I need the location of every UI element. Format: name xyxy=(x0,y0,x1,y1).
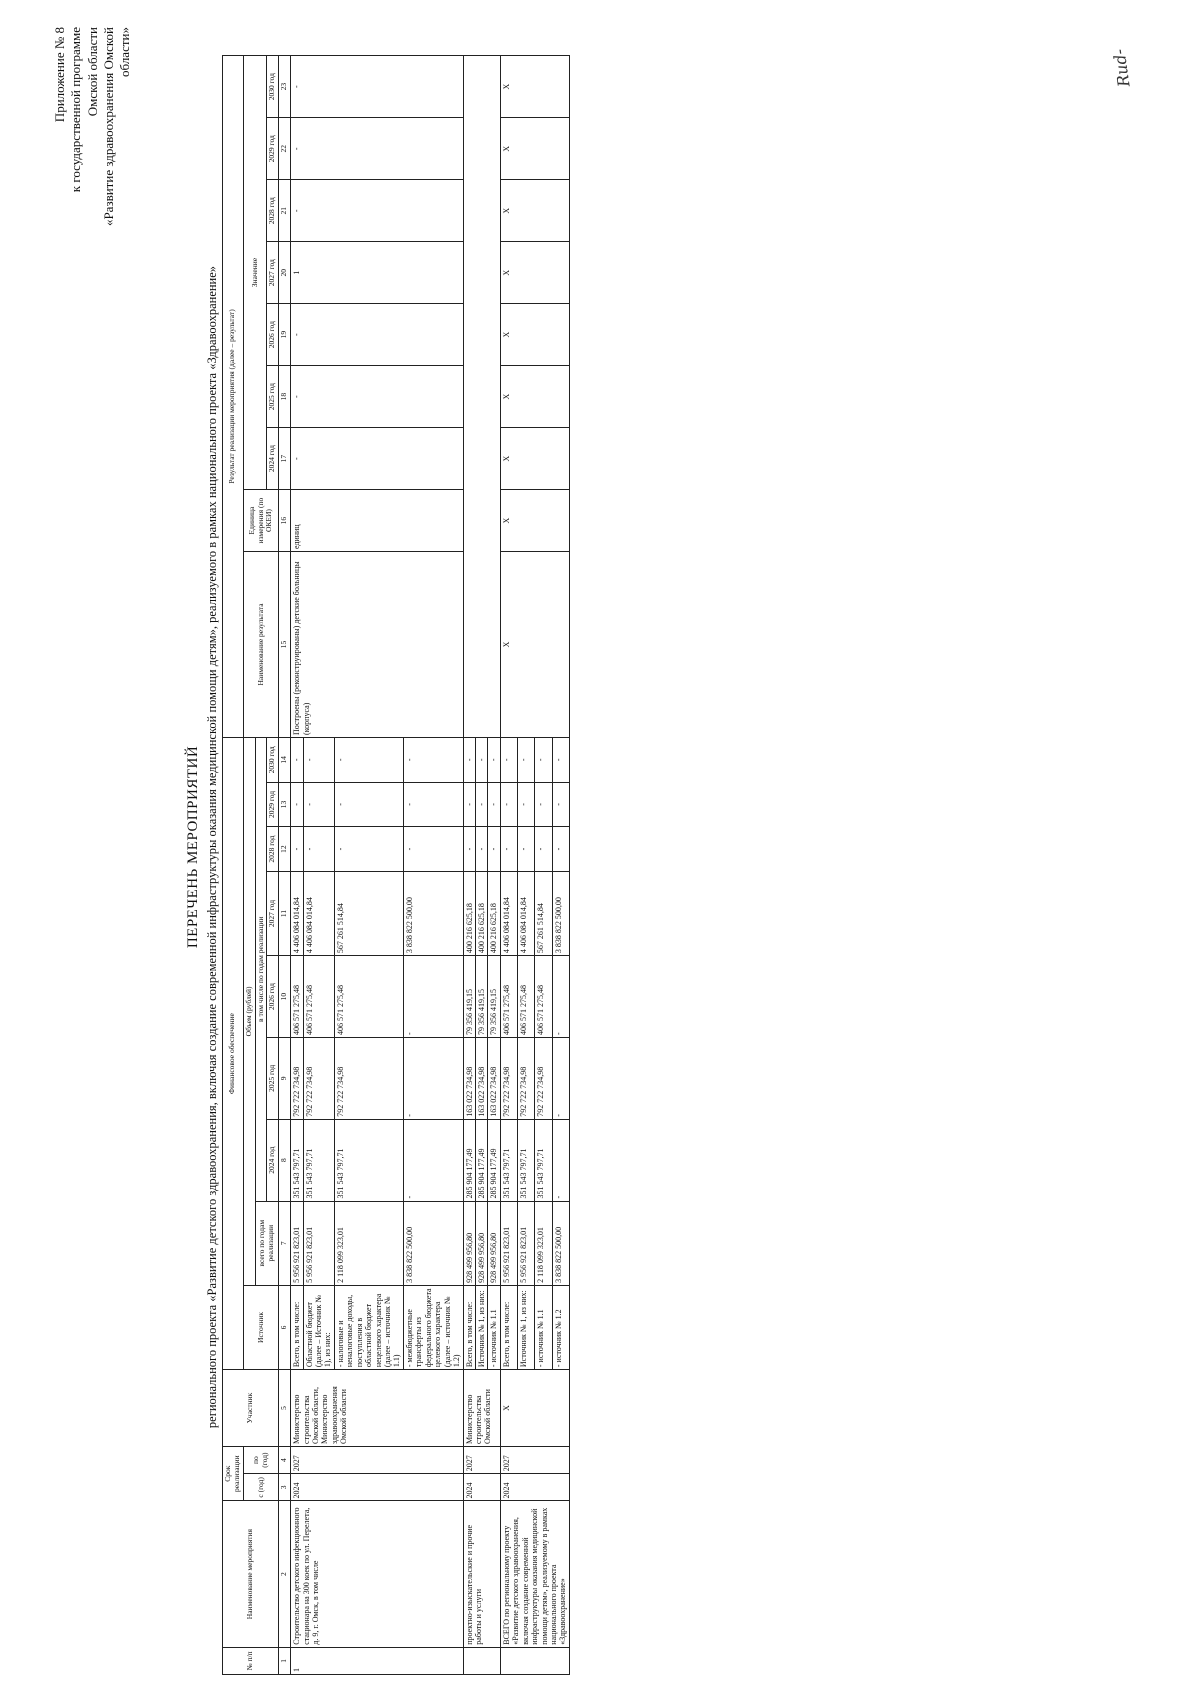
cell-result-value: - xyxy=(291,180,463,242)
cell-amount: - xyxy=(500,827,517,872)
column-number: 11 xyxy=(279,871,291,955)
cell-amount: 351 543 797,71 xyxy=(334,1119,403,1201)
handwritten-signature: Rud- xyxy=(1109,47,1134,89)
cell-amount: 406 571 275,48 xyxy=(500,956,517,1038)
cell-amount: - xyxy=(552,737,569,782)
cell-result-value: - xyxy=(291,428,463,490)
column-number: 4 xyxy=(279,1446,291,1473)
th-from: с (год) xyxy=(243,1474,279,1501)
cell-participant: Министерство строительства Омской области xyxy=(463,1370,500,1447)
cell-amount: - xyxy=(488,737,500,782)
cell-amount: 406 571 275,48 xyxy=(535,956,552,1038)
cell-amount: 567 261 514,84 xyxy=(535,871,552,955)
cell-x-mark: X xyxy=(500,56,569,118)
cell-x-mark: X xyxy=(500,366,569,428)
cell-amount: - xyxy=(552,956,569,1038)
column-number: 19 xyxy=(279,304,291,366)
cell-npp xyxy=(463,1647,500,1674)
cell-amount: 406 571 275,48 xyxy=(334,956,403,1038)
cell-amount: 2 118 099 323,01 xyxy=(334,1201,403,1285)
cell-amount: - xyxy=(500,737,517,782)
title-sub: регионального проекта «Развитие детского здравоохранения, включая создание современной инфраструктуры оказания медицинской помощи детям», реализуемого в рамках национального проекта «Здравоохранение» xyxy=(205,265,219,1429)
cell-amount: 3 838 822 500,00 xyxy=(552,871,569,955)
column-number: 2 xyxy=(279,1501,291,1647)
th-res-year: 2027 год xyxy=(267,242,279,304)
cell-amount: - xyxy=(303,782,334,827)
th-fin-year: 2026 год xyxy=(267,956,279,1038)
cell-amount: 163 022 734,98 xyxy=(463,1037,475,1119)
cell-source: Всего, в том числе: xyxy=(291,1285,303,1369)
cell-amount: - xyxy=(403,782,463,827)
cell-amount: 4 406 084 014,84 xyxy=(500,871,517,955)
th-fin-year: 2030 год xyxy=(267,737,279,782)
cell-amount: 285 904 177,49 xyxy=(463,1119,475,1201)
appendix-header xyxy=(52,27,172,237)
column-number: 20 xyxy=(279,242,291,304)
th-participant: Участник xyxy=(223,1370,279,1447)
cell-x-mark: X xyxy=(500,428,569,490)
cell-amount: 928 499 956,80 xyxy=(488,1201,500,1285)
cell-x-mark: X xyxy=(500,180,569,242)
cell-amount: 792 722 734,98 xyxy=(518,1037,535,1119)
cell-amount: 406 571 275,48 xyxy=(291,956,303,1038)
cell-amount: - xyxy=(334,782,403,827)
column-number-row xyxy=(279,56,291,1675)
cell-year-to: 2027 xyxy=(500,1446,569,1473)
column-number: 17 xyxy=(279,428,291,490)
cell-amount: - xyxy=(463,782,475,827)
cell-source: - источник № 1.2 xyxy=(552,1285,569,1369)
column-number: 7 xyxy=(279,1201,291,1285)
cell-amount: - xyxy=(552,827,569,872)
cell-amount: 792 722 734,98 xyxy=(303,1037,334,1119)
cell-result-value: - xyxy=(291,366,463,428)
cell-amount: - xyxy=(291,782,303,827)
cell-amount: 5 956 921 823,01 xyxy=(303,1201,334,1285)
th-value: Значение xyxy=(243,56,267,490)
th-volume: Объем (рублей) xyxy=(243,737,255,1285)
cell-amount: - xyxy=(403,1119,463,1201)
cell-year-to: 2027 xyxy=(291,1446,463,1473)
cell-amount: - xyxy=(488,782,500,827)
cell-amount: 5 956 921 823,01 xyxy=(500,1201,517,1285)
cell-npp xyxy=(500,1647,569,1674)
cell-npp: 1 xyxy=(291,1647,463,1674)
cell-amount: - xyxy=(291,737,303,782)
th-res-year: 2028 год xyxy=(267,180,279,242)
cell-source: - источник № 1.1 xyxy=(535,1285,552,1369)
column-number: 1 xyxy=(279,1647,291,1674)
cell-source: Всего, в том числе: xyxy=(463,1285,475,1369)
cell-source: Областной бюджет (далее – Источник № 1), из них: xyxy=(303,1285,334,1369)
cell-amount: - xyxy=(403,737,463,782)
cell-amount: - xyxy=(535,782,552,827)
cell-amount: 400 216 625,18 xyxy=(488,871,500,955)
cell-amount: - xyxy=(463,737,475,782)
column-number: 6 xyxy=(279,1285,291,1369)
cell-amount: 351 543 797,71 xyxy=(518,1119,535,1201)
cell-amount: 285 904 177,49 xyxy=(475,1119,487,1201)
column-number: 16 xyxy=(279,490,291,552)
cell-amount: - xyxy=(334,827,403,872)
cell-amount: 4 406 084 014,84 xyxy=(518,871,535,955)
cell-amount: 792 722 734,98 xyxy=(291,1037,303,1119)
cell-amount: - xyxy=(552,1037,569,1119)
cell-amount: 163 022 734,98 xyxy=(488,1037,500,1119)
cell-amount: 2 118 099 323,01 xyxy=(535,1201,552,1285)
th-result: Результат реализации мероприятия (далее – результат) xyxy=(223,56,244,738)
cell-x-mark: X xyxy=(500,242,569,304)
cell-participant: X xyxy=(500,1370,569,1447)
cell-amount: 351 543 797,71 xyxy=(535,1119,552,1201)
cell-amount: - xyxy=(403,1037,463,1119)
th-total: всего по годам реализации xyxy=(255,1201,279,1285)
cell-year-to: 2027 xyxy=(463,1446,500,1473)
cell-amount: - xyxy=(488,827,500,872)
cell-amount: 400 216 625,18 xyxy=(475,871,487,955)
cell-amount: 79 356 419,15 xyxy=(463,956,475,1038)
table-row xyxy=(463,56,475,1675)
cell-source: Всего, в том числе: xyxy=(500,1285,517,1369)
th-npp: № п/п xyxy=(223,1647,279,1674)
cell-amount: 5 956 921 823,01 xyxy=(518,1201,535,1285)
column-number: 8 xyxy=(279,1119,291,1201)
column-number: 13 xyxy=(279,782,291,827)
cell-amount: 3 838 822 500,00 xyxy=(403,1201,463,1285)
cell-amount: 3 838 822 500,00 xyxy=(552,1201,569,1285)
cell-amount: - xyxy=(475,782,487,827)
title-main: ПЕРЕЧЕНЬ МЕРОПРИЯТИЙ xyxy=(185,745,201,949)
cell-x-mark: X xyxy=(500,118,569,180)
cell-result-value: 1 xyxy=(291,242,463,304)
column-number: 10 xyxy=(279,956,291,1038)
cell-amount: - xyxy=(334,737,403,782)
cell-amount: 79 356 419,15 xyxy=(488,956,500,1038)
cell-source: Источник № 1, из них: xyxy=(475,1285,487,1369)
cell-amount: 79 356 419,15 xyxy=(475,956,487,1038)
appendix-line-3: «Развитие здравоохранения Омской области» xyxy=(100,27,132,227)
column-number: 18 xyxy=(279,366,291,428)
th-finance: Финансовое обеспечение xyxy=(223,737,244,1369)
cell-x-mark: X xyxy=(500,552,569,738)
cell-year-from: 2024 xyxy=(291,1474,463,1501)
cell-amount: 792 722 734,98 xyxy=(535,1037,552,1119)
th-byyear: в том числе по годам реализации xyxy=(255,737,267,1201)
cell-amount: - xyxy=(475,827,487,872)
th-term: Срок реализации xyxy=(223,1446,244,1501)
cell-x-mark: X xyxy=(500,490,569,552)
measures-table xyxy=(222,55,570,1675)
cell-amount: - xyxy=(403,827,463,872)
cell-measure-name: Строительство детского инфекционного стационара на 300 коек по ул. Перелета, д. 9, г. Омск, в том числе xyxy=(291,1501,463,1647)
th-res-year: 2025 год xyxy=(267,366,279,428)
th-unit: Единица измерения (по ОКЕИ) xyxy=(243,490,279,552)
cell-amount: 400 216 625,18 xyxy=(463,871,475,955)
column-number: 12 xyxy=(279,827,291,872)
th-res-year: 2029 год xyxy=(267,118,279,180)
cell-amount: - xyxy=(518,782,535,827)
cell-unit: единиц xyxy=(291,490,463,552)
cell-source: - налоговые и неналоговые доходы, поступления в областной бюджет нецелевого характера (далее – источник № 1.1) xyxy=(334,1285,403,1369)
cell-amount: 351 543 797,71 xyxy=(291,1119,303,1201)
column-number: 14 xyxy=(279,737,291,782)
cell-amount: 406 571 275,48 xyxy=(518,956,535,1038)
cell-result-name: Построены (реконструированы) детские больницы (корпуса) xyxy=(291,552,463,738)
cell-x-mark: X xyxy=(500,304,569,366)
cell-amount: 406 571 275,48 xyxy=(303,956,334,1038)
cell-year-from: 2024 xyxy=(463,1474,500,1501)
cell-amount: - xyxy=(535,827,552,872)
cell-measure-name: ВСЕГО по региональному проекту «Развитие детского здравоохранения, включая создание современной инфраструктуры оказания медицинской помощи детям», реализуемому в рамках национального проекта «Здравоохранение» xyxy=(500,1501,569,1647)
cell-amount: - xyxy=(303,827,334,872)
cell-amount: - xyxy=(291,827,303,872)
cell-amount: - xyxy=(475,737,487,782)
table-row xyxy=(500,56,517,1675)
cell-amount: - xyxy=(518,827,535,872)
cell-amount: - xyxy=(463,827,475,872)
column-number: 23 xyxy=(279,56,291,118)
cell-amount: - xyxy=(518,737,535,782)
table-row xyxy=(291,56,303,1675)
cell-source: - источник № 1.1 xyxy=(488,1285,500,1369)
th-to: по (год) xyxy=(243,1446,279,1473)
cell-source: Источник № 1, из них: xyxy=(518,1285,535,1369)
th-fin-year: 2028 год xyxy=(267,827,279,872)
th-res-year: 2024 год xyxy=(267,428,279,490)
cell-amount: 351 543 797,71 xyxy=(303,1119,334,1201)
cell-amount: - xyxy=(403,956,463,1038)
column-number: 15 xyxy=(279,552,291,738)
column-number: 9 xyxy=(279,1037,291,1119)
cell-amount: 4 406 084 014,84 xyxy=(291,871,303,955)
cell-source: - межбюджетные трансферты из федерального бюджета целевого характера (далее – источник № 1.2) xyxy=(403,1285,463,1369)
cell-amount: - xyxy=(535,737,552,782)
cell-amount: 285 904 177,49 xyxy=(488,1119,500,1201)
cell-amount: 163 022 734,98 xyxy=(475,1037,487,1119)
column-number: 5 xyxy=(279,1370,291,1447)
cell-year-from: 2024 xyxy=(500,1474,569,1501)
cell-amount: 4 406 084 014,84 xyxy=(303,871,334,955)
cell-amount: - xyxy=(500,782,517,827)
cell-amount: 5 956 921 823,01 xyxy=(291,1201,303,1285)
th-res-year: 2030 год xyxy=(267,56,279,118)
th-fin-year: 2024 год xyxy=(267,1119,279,1201)
cell-result-value: - xyxy=(291,56,463,118)
appendix-line-2: к государственной программе Омской области xyxy=(68,27,100,193)
appendix-line-1: Приложение № 8 xyxy=(52,27,67,123)
th-fin-year: 2027 год xyxy=(267,871,279,955)
th-name: Наименование мероприятия xyxy=(223,1501,279,1647)
cell-amount: 928 499 956,80 xyxy=(463,1201,475,1285)
cell-amount: - xyxy=(303,737,334,782)
th-source: Источник xyxy=(243,1285,279,1369)
th-res-year: 2026 год xyxy=(267,304,279,366)
cell-measure-name: проектно-изыскательские и прочие работы и услуги xyxy=(463,1501,500,1647)
th-fin-year: 2025 год xyxy=(267,1037,279,1119)
cell-result-value: - xyxy=(291,118,463,180)
cell-amount: 928 499 956,80 xyxy=(475,1201,487,1285)
column-number: 22 xyxy=(279,118,291,180)
cell-result-empty xyxy=(463,56,500,738)
cell-amount: - xyxy=(552,1119,569,1201)
document-title xyxy=(185,37,220,1657)
column-number: 3 xyxy=(279,1474,291,1501)
cell-amount: 3 838 822 500,00 xyxy=(403,871,463,955)
cell-amount: 792 722 734,98 xyxy=(500,1037,517,1119)
cell-amount: 567 261 514,84 xyxy=(334,871,403,955)
th-fin-year: 2029 год xyxy=(267,782,279,827)
cell-amount: - xyxy=(552,782,569,827)
cell-participant: Министерство строительства Омской области, Министерство здравоохранения Омской области xyxy=(291,1370,463,1447)
cell-amount: 351 543 797,71 xyxy=(500,1119,517,1201)
column-number: 21 xyxy=(279,180,291,242)
th-result-name: Наименование результата xyxy=(243,552,279,738)
cell-result-value: - xyxy=(291,304,463,366)
cell-amount: 792 722 734,98 xyxy=(334,1037,403,1119)
